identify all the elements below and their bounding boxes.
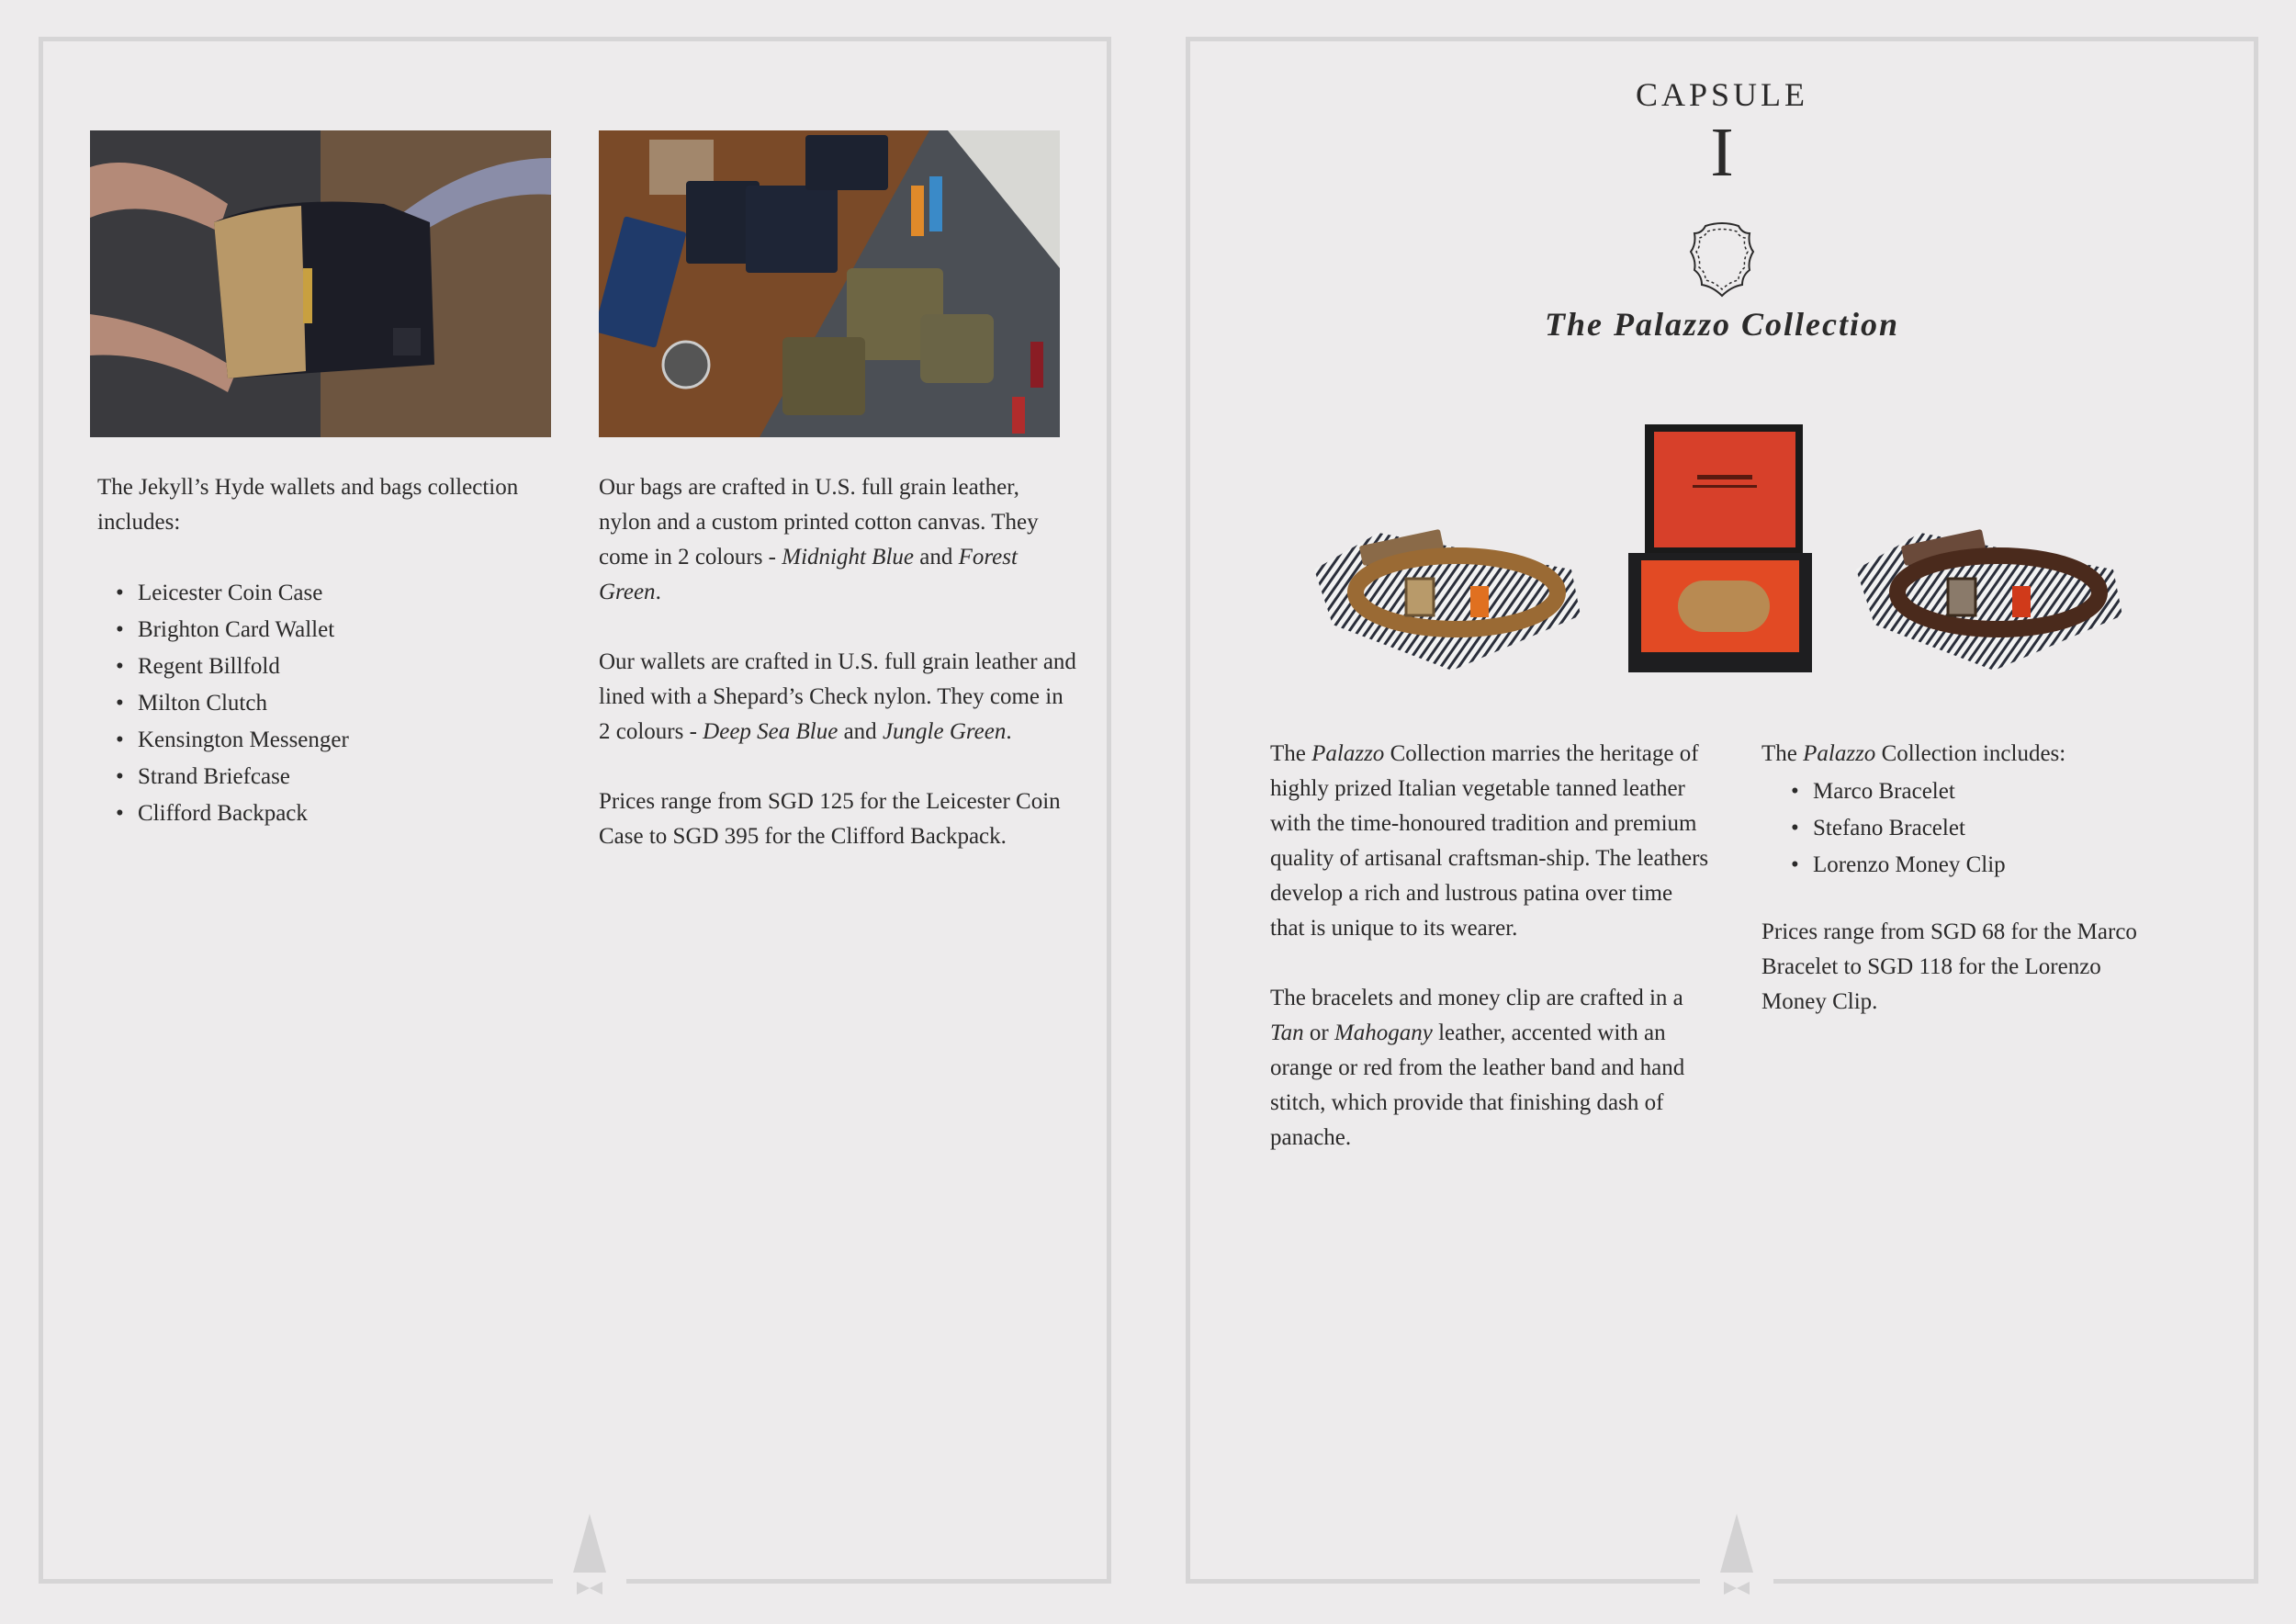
bags-wallets-text xyxy=(599,470,1076,854)
list-item: • Milton Clutch xyxy=(138,685,557,722)
list-item: • Stefano Bracelet xyxy=(1813,810,2166,847)
prices-paragraph: Prices range from SGD 125 for the Leicester Coin Case to SGD 395 for the Clifford Backpack. xyxy=(599,789,1061,849)
tree-ornament-icon xyxy=(1713,1514,1761,1606)
wallets-paragraph: Our wallets are crafted in U.S. full grain leather and lined with a Shepard’s Check nylon. They come in 2 colours - Deep Sea Blue and Jungle Green. xyxy=(599,649,1076,744)
capsule-number: I xyxy=(1710,114,1734,191)
leather-hide-icon xyxy=(1689,220,1755,298)
bracelets-paragraph: The bracelets and money clip are crafted in a Tan or Mahogany leather, accented with an orange or red from the leather band and hand stitch, which provide that finishing dash of panache. xyxy=(1270,986,1685,1150)
collection-title: The Palazzo Collection xyxy=(1545,306,1899,343)
list-item: • Strand Briefcase xyxy=(138,759,557,795)
list-item: • Clifford Backpack xyxy=(138,795,557,832)
wallets-flatlay-photo xyxy=(599,130,1060,437)
list-item: • Lorenzo Money Clip xyxy=(1813,847,2166,884)
left-page xyxy=(39,37,1111,1584)
tree-ornament-icon xyxy=(566,1514,613,1606)
list-item: • Brighton Card Wallet xyxy=(138,612,557,648)
money-clip-box-photo xyxy=(1628,424,1812,672)
collection-list xyxy=(97,575,557,832)
includes-heading: The Palazzo Collection includes: xyxy=(1761,741,2066,766)
list-item: • Kensington Messenger xyxy=(138,722,557,759)
palazzo-list xyxy=(1761,773,2166,884)
messenger-bag-photo xyxy=(90,130,551,437)
palazzo-prices: Prices range from SGD 68 for the Marco Bracelet to SGD 118 for the Lorenzo Money Clip. xyxy=(1761,919,2137,1014)
list-item: • Marco Bracelet xyxy=(1813,773,2166,810)
intro-text: The Jekyll’s Hyde wallets and bags collection includes: xyxy=(97,475,519,535)
capsule-label: CAPSULE xyxy=(1635,76,1809,113)
heritage-paragraph: The Palazzo Collection marries the heritage of highly prized Italian vegetable tanned leather with the time-honoured tradition and premium quality of artisanal craftsman-ship. The leathers develop a rich and lustrous patina over time that is unique to its wearer. xyxy=(1270,741,1709,941)
collection-intro xyxy=(97,470,557,832)
list-item: • Regent Billfold xyxy=(138,648,557,685)
palazzo-includes xyxy=(1761,737,2166,1020)
palazzo-description xyxy=(1270,737,1711,1156)
bags-paragraph: Our bags are crafted in U.S. full grain leather, nylon and a custom printed cotton canvas. They come in 2 colours - Midnight Blue and Forest Green. xyxy=(599,475,1039,604)
right-page xyxy=(1186,37,2258,1584)
tan-bracelet-photo xyxy=(1305,487,1590,671)
mahogany-bracelet-photo xyxy=(1847,487,2132,671)
list-item: • Leicester Coin Case xyxy=(138,575,557,612)
